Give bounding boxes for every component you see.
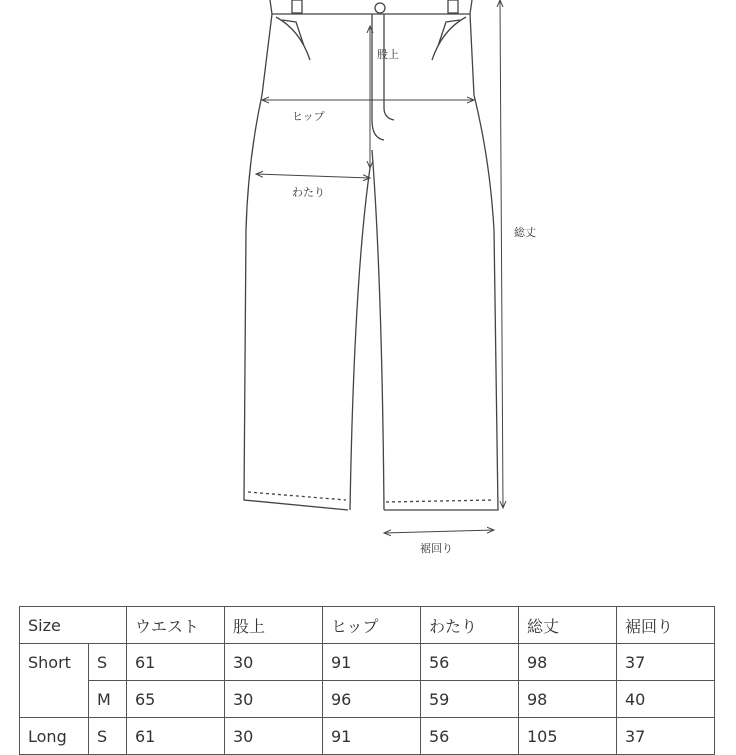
value-cell: 61: [127, 718, 225, 755]
value-cell: 105: [519, 718, 617, 755]
header-waist: ウエスト: [127, 607, 225, 644]
measurement-lines: [256, 0, 503, 533]
header-thigh: わたり: [421, 607, 519, 644]
value-cell: 30: [225, 718, 323, 755]
table-row: [20, 644, 715, 681]
total-length-label: 総丈: [514, 226, 536, 239]
table-header-row: [20, 607, 715, 644]
size-cell: M: [89, 681, 127, 718]
value-cell: 98: [519, 644, 617, 681]
value-cell: 37: [617, 644, 715, 681]
value-cell: 98: [519, 681, 617, 718]
pants-outline: [244, 0, 498, 510]
value-cell: 91: [323, 644, 421, 681]
table-row: [20, 681, 715, 718]
header-hem: 裾回り: [617, 607, 715, 644]
group-cell: Short: [20, 644, 89, 681]
rise-label: 股上: [377, 48, 399, 61]
value-cell: 56: [421, 644, 519, 681]
header-rise: 股上: [225, 607, 323, 644]
hem-label: 裾回り: [420, 542, 453, 555]
value-cell: 59: [421, 681, 519, 718]
header-size: Size: [20, 607, 127, 644]
size-cell: S: [89, 644, 127, 681]
value-cell: 40: [617, 681, 715, 718]
header-total-length: 総丈: [519, 607, 617, 644]
size-cell: S: [89, 718, 127, 755]
value-cell: 37: [617, 718, 715, 755]
value-cell: 30: [225, 681, 323, 718]
group-cell: [20, 681, 89, 718]
value-cell: 91: [323, 718, 421, 755]
thigh-label: わたり: [292, 186, 325, 199]
value-cell: 96: [323, 681, 421, 718]
group-cell: Long: [20, 718, 89, 755]
hip-label: ヒップ: [292, 110, 325, 123]
table-row: [20, 718, 715, 755]
header-hip: ヒップ: [323, 607, 421, 644]
value-cell: 61: [127, 644, 225, 681]
value-cell: 65: [127, 681, 225, 718]
value-cell: 56: [421, 718, 519, 755]
size-chart-table: [19, 606, 715, 755]
value-cell: 30: [225, 644, 323, 681]
